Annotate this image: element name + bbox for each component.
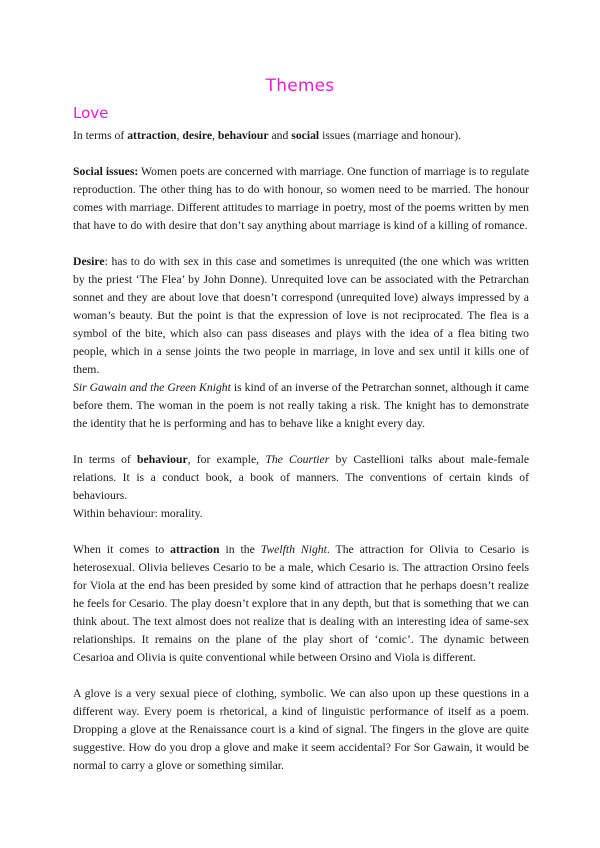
gawain-title: Sir Gawain and the Green Knight [73, 381, 231, 394]
desire-label: Desire [73, 255, 105, 268]
term-desire: desire [182, 129, 213, 142]
behaviour-label: behaviour [137, 453, 188, 466]
gawain-paragraph: Sir Gawain and the Green Knight is kind of an inverse of the Petrarchan sonnet, although it came before them. The woman in the poem is not really taking a risk. The knight has to demonstrate the identity that he is performing and has to behave like a knight every day. [73, 381, 529, 430]
term-attraction: attraction [127, 129, 177, 142]
term-social: social [291, 129, 320, 142]
social-issues-label: Social issues: [73, 165, 139, 178]
body-text [73, 127, 529, 793]
glove-paragraph: A glove is a very sexual piece of clothing, symbolic. We can also upon up these questions in a different way. Every poem is rhetorical, a kind of linguistic performance of itself as a poem. Dropping a glove at the Renaissance court is a kind of signal. The fingers in the glove are quite suggestive. How do you drop a glove and make it seem accidental? For Sor Gawain, it would be normal to carry a glove or something similar. [73, 687, 529, 772]
behaviour-paragraph: In terms of behaviour, for example, The Courtier by Castellioni talks about male-female relations. It is a conduct book, a book of manners. The conventions of certain kinds of behaviours. Within behaviour: morality. [73, 453, 530, 520]
behaviour-morality-line: Within behaviour: morality. [73, 507, 203, 520]
desire-paragraph: Desire: has to do with sex in this case and sometimes is unrequited (the one which was written by the priest ‘The Flea’ by John Donne). Unrequited love can be associated with the Petrarchan sonnet and they are about love that doesn’t correspond (unrequited love) always impressed by a woman’s beauty. But the point is that the expression of love is not reciprocated. The flea is a symbol of the bite, which also can pass diseases and plays with the idea of a flea biting two people, which in a sense joints the two people in marriage, in love and sex until it kills one of them. [73, 255, 529, 376]
courtier-title: The Courtier [265, 453, 330, 466]
intro-paragraph: In terms of attraction, desire, behaviour and social issues (marriage and honour). [73, 129, 462, 142]
page-title: Themes [265, 76, 335, 96]
attraction-label: attraction [170, 543, 220, 556]
social-issues-paragraph: Social issues: Women poets are concerned with marriage. One function of marriage is to regulate reproduction. The other thing has to do with honour, so women need to be married. The honour comes with marriage. Different attitudes to marriage in poetry, most of the poems written by men that have to do with desire that don’t say anything about marriage is kind of a killing of romance. [73, 165, 529, 232]
section-heading-love: Love [73, 104, 109, 122]
term-behaviour: behaviour [217, 129, 269, 142]
twelfth-night-title: Twelfth Night [260, 543, 327, 556]
attraction-paragraph: When it comes to attraction in the Twelfth Night. The attraction for Olivia to Cesario is heterosexual. Olivia believes Cesario to be a male, which Cesario is. The attraction Orsino feels for Viola at the end has been presided by some kind of attraction that he perhaps doesn’t realize he feels for Cesario. The play doesn’t explore that in any depth, but that is something that we can think about. The text almost does not realize that is dealing with an interesting idea of same-sex relationships. It remains on the plane of the play short of ‘comic’. The dynamic between Cesarioa and Olivia is quite conventional while between Orsino and Viola is different. [73, 543, 529, 664]
